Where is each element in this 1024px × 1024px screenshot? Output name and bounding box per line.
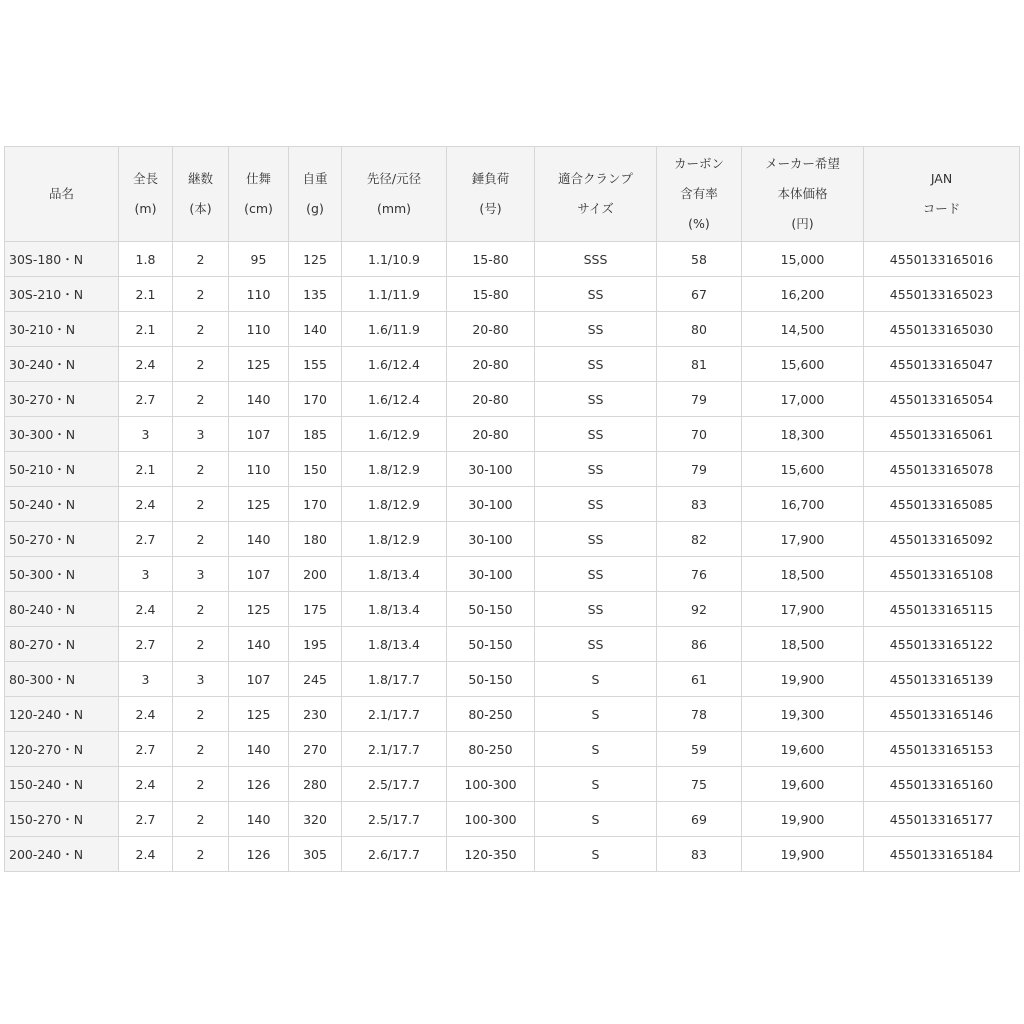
header-sinker-load [447, 147, 535, 242]
carbon-content-cell: 59 [657, 732, 742, 767]
sinker-load-cell: 100-300 [447, 767, 535, 802]
closed-length-cell: 107 [229, 662, 289, 697]
header-label: 錘負荷 [471, 171, 510, 186]
closed-length-cell: 140 [229, 732, 289, 767]
table-row [5, 347, 1020, 382]
list-price-cell: 19,600 [742, 732, 864, 767]
spec-table [4, 146, 1020, 872]
table-row [5, 242, 1020, 277]
jan-code-cell: 4550133165139 [864, 662, 1020, 697]
length-cell: 1.8 [119, 242, 173, 277]
table-row [5, 277, 1020, 312]
closed-length-cell: 125 [229, 592, 289, 627]
clamp-size-cell: S [535, 802, 657, 837]
weight-cell: 175 [289, 592, 342, 627]
clamp-size-cell: SS [535, 592, 657, 627]
closed-length-cell: 107 [229, 417, 289, 452]
weight-cell: 245 [289, 662, 342, 697]
table-row [5, 767, 1020, 802]
closed-length-cell: 140 [229, 522, 289, 557]
header-length [119, 147, 173, 242]
weight-cell: 135 [289, 277, 342, 312]
header-label: (円) [791, 216, 814, 231]
weight-cell: 280 [289, 767, 342, 802]
header-row [5, 147, 1020, 242]
closed-length-cell: 140 [229, 382, 289, 417]
pieces-cell: 2 [173, 767, 229, 802]
length-cell: 2.4 [119, 347, 173, 382]
weight-cell: 140 [289, 312, 342, 347]
weight-cell: 230 [289, 697, 342, 732]
weight-cell: 155 [289, 347, 342, 382]
pieces-cell: 2 [173, 837, 229, 872]
length-cell: 2.1 [119, 312, 173, 347]
header-label: (%) [688, 216, 710, 231]
list-price-cell: 19,300 [742, 697, 864, 732]
closed-length-cell: 126 [229, 837, 289, 872]
sinker-load-cell: 30-100 [447, 557, 535, 592]
pieces-cell: 2 [173, 592, 229, 627]
header-label: 継数 [187, 171, 213, 186]
jan-code-cell: 4550133165061 [864, 417, 1020, 452]
tip-butt-diameter-cell: 2.6/17.7 [342, 837, 447, 872]
header-product-name [5, 147, 119, 242]
clamp-size-cell: SS [535, 277, 657, 312]
jan-code-cell: 4550133165085 [864, 487, 1020, 522]
header-label: (本) [189, 201, 212, 216]
header-tip-butt-diameter [342, 147, 447, 242]
clamp-size-cell: SS [535, 452, 657, 487]
tip-butt-diameter-cell: 2.1/17.7 [342, 732, 447, 767]
clamp-size-cell: S [535, 767, 657, 802]
sinker-load-cell: 80-250 [447, 732, 535, 767]
tip-butt-diameter-cell: 1.8/12.9 [342, 522, 447, 557]
header-label: (mm) [376, 201, 412, 216]
header-carbon-content [657, 147, 742, 242]
pieces-cell: 2 [173, 522, 229, 557]
length-cell: 2.4 [119, 697, 173, 732]
list-price-cell: 17,900 [742, 592, 864, 627]
sinker-load-cell: 80-250 [447, 697, 535, 732]
table-row [5, 732, 1020, 767]
pieces-cell: 2 [173, 732, 229, 767]
tip-butt-diameter-cell: 1.6/12.4 [342, 347, 447, 382]
tip-butt-diameter-cell: 2.1/17.7 [342, 697, 447, 732]
carbon-content-cell: 83 [657, 837, 742, 872]
tip-butt-diameter-cell: 1.8/17.7 [342, 662, 447, 697]
clamp-size-cell: S [535, 732, 657, 767]
header-label: メーカー希望 [765, 156, 840, 171]
closed-length-cell: 125 [229, 697, 289, 732]
tip-butt-diameter-cell: 1.8/13.4 [342, 557, 447, 592]
closed-length-cell: 126 [229, 767, 289, 802]
jan-code-cell: 4550133165108 [864, 557, 1020, 592]
jan-code-cell: 4550133165177 [864, 802, 1020, 837]
header-label: 適合クランプ [557, 171, 633, 186]
header-pieces [173, 147, 229, 242]
list-price-cell: 15,000 [742, 242, 864, 277]
list-price-cell: 17,000 [742, 382, 864, 417]
weight-cell: 195 [289, 627, 342, 662]
tip-butt-diameter-cell: 2.5/17.7 [342, 802, 447, 837]
length-cell: 2.4 [119, 487, 173, 522]
header-label: 先径/元径 [366, 171, 422, 186]
table-row [5, 662, 1020, 697]
sinker-load-cell: 50-150 [447, 592, 535, 627]
clamp-size-cell: SSS [535, 242, 657, 277]
list-price-cell: 15,600 [742, 452, 864, 487]
jan-code-cell: 4550133165023 [864, 277, 1020, 312]
length-cell: 3 [119, 557, 173, 592]
product-name-cell: 50-240・N [5, 487, 119, 522]
product-name-cell: 200-240・N [5, 837, 119, 872]
sinker-load-cell: 100-300 [447, 802, 535, 837]
weight-cell: 180 [289, 522, 342, 557]
header-label: (号) [479, 201, 502, 216]
tip-butt-diameter-cell: 1.1/10.9 [342, 242, 447, 277]
weight-cell: 270 [289, 732, 342, 767]
length-cell: 3 [119, 417, 173, 452]
carbon-content-cell: 58 [657, 242, 742, 277]
tip-butt-diameter-cell: 1.6/12.9 [342, 417, 447, 452]
jan-code-cell: 4550133165047 [864, 347, 1020, 382]
weight-cell: 200 [289, 557, 342, 592]
sinker-load-cell: 20-80 [447, 417, 535, 452]
header-label: 自重 [302, 171, 328, 186]
carbon-content-cell: 75 [657, 767, 742, 802]
length-cell: 2.1 [119, 277, 173, 312]
jan-code-cell: 4550133165153 [864, 732, 1020, 767]
table-row [5, 802, 1020, 837]
header-weight [289, 147, 342, 242]
tip-butt-diameter-cell: 1.8/13.4 [342, 592, 447, 627]
header-label: コード [922, 201, 961, 216]
carbon-content-cell: 76 [657, 557, 742, 592]
product-name-cell: 150-270・N [5, 802, 119, 837]
sinker-load-cell: 30-100 [447, 522, 535, 557]
carbon-content-cell: 83 [657, 487, 742, 522]
header-clamp-size [535, 147, 657, 242]
pieces-cell: 2 [173, 697, 229, 732]
sinker-load-cell: 15-80 [447, 277, 535, 312]
list-price-cell: 17,900 [742, 522, 864, 557]
jan-code-cell: 4550133165146 [864, 697, 1020, 732]
weight-cell: 150 [289, 452, 342, 487]
product-name-cell: 50-270・N [5, 522, 119, 557]
list-price-cell: 16,700 [742, 487, 864, 522]
closed-length-cell: 110 [229, 277, 289, 312]
table-row [5, 452, 1020, 487]
header-label: (cm) [244, 201, 273, 216]
header-jan-code [864, 147, 1020, 242]
length-cell: 2.7 [119, 732, 173, 767]
list-price-cell: 15,600 [742, 347, 864, 382]
header-label: 仕舞 [245, 171, 271, 186]
product-name-cell: 150-240・N [5, 767, 119, 802]
sinker-load-cell: 20-80 [447, 312, 535, 347]
pieces-cell: 2 [173, 312, 229, 347]
table-row [5, 487, 1020, 522]
clamp-size-cell: SS [535, 382, 657, 417]
pieces-cell: 2 [173, 277, 229, 312]
clamp-size-cell: SS [535, 627, 657, 662]
jan-code-cell: 4550133165078 [864, 452, 1020, 487]
jan-code-cell: 4550133165122 [864, 627, 1020, 662]
jan-code-cell: 4550133165030 [864, 312, 1020, 347]
tip-butt-diameter-cell: 2.5/17.7 [342, 767, 447, 802]
product-name-cell: 50-210・N [5, 452, 119, 487]
clamp-size-cell: SS [535, 557, 657, 592]
weight-cell: 170 [289, 382, 342, 417]
list-price-cell: 19,900 [742, 837, 864, 872]
closed-length-cell: 107 [229, 557, 289, 592]
jan-code-cell: 4550133165054 [864, 382, 1020, 417]
product-name-cell: 30-300・N [5, 417, 119, 452]
weight-cell: 185 [289, 417, 342, 452]
table-row [5, 557, 1020, 592]
carbon-content-cell: 81 [657, 347, 742, 382]
clamp-size-cell: S [535, 697, 657, 732]
clamp-size-cell: SS [535, 347, 657, 382]
pieces-cell: 3 [173, 557, 229, 592]
tip-butt-diameter-cell: 1.6/11.9 [342, 312, 447, 347]
list-price-cell: 19,900 [742, 802, 864, 837]
carbon-content-cell: 92 [657, 592, 742, 627]
pieces-cell: 2 [173, 242, 229, 277]
carbon-content-cell: 79 [657, 382, 742, 417]
length-cell: 2.4 [119, 592, 173, 627]
tip-butt-diameter-cell: 1.1/11.9 [342, 277, 447, 312]
closed-length-cell: 125 [229, 347, 289, 382]
table-row [5, 697, 1020, 732]
closed-length-cell: 125 [229, 487, 289, 522]
pieces-cell: 2 [173, 487, 229, 522]
list-price-cell: 16,200 [742, 277, 864, 312]
closed-length-cell: 95 [229, 242, 289, 277]
list-price-cell: 19,600 [742, 767, 864, 802]
tip-butt-diameter-cell: 1.8/12.9 [342, 487, 447, 522]
length-cell: 2.7 [119, 627, 173, 662]
carbon-content-cell: 61 [657, 662, 742, 697]
product-name-cell: 80-270・N [5, 627, 119, 662]
pieces-cell: 3 [173, 662, 229, 697]
length-cell: 2.7 [119, 802, 173, 837]
sinker-load-cell: 20-80 [447, 347, 535, 382]
weight-cell: 170 [289, 487, 342, 522]
closed-length-cell: 140 [229, 627, 289, 662]
list-price-cell: 18,300 [742, 417, 864, 452]
header-label: カーボン [673, 156, 724, 171]
header-label: JAN [930, 171, 953, 186]
length-cell: 2.1 [119, 452, 173, 487]
sinker-load-cell: 15-80 [447, 242, 535, 277]
product-name-cell: 30S-210・N [5, 277, 119, 312]
carbon-content-cell: 78 [657, 697, 742, 732]
table-row [5, 382, 1020, 417]
pieces-cell: 2 [173, 382, 229, 417]
sinker-load-cell: 50-150 [447, 627, 535, 662]
header-label: (g) [306, 201, 324, 216]
length-cell: 3 [119, 662, 173, 697]
clamp-size-cell: SS [535, 487, 657, 522]
table-row [5, 312, 1020, 347]
product-name-cell: 120-270・N [5, 732, 119, 767]
pieces-cell: 2 [173, 802, 229, 837]
pieces-cell: 2 [173, 452, 229, 487]
tip-butt-diameter-cell: 1.8/12.9 [342, 452, 447, 487]
tip-butt-diameter-cell: 1.8/13.4 [342, 627, 447, 662]
jan-code-cell: 4550133165092 [864, 522, 1020, 557]
length-cell: 2.4 [119, 767, 173, 802]
jan-code-cell: 4550133165115 [864, 592, 1020, 627]
product-name-cell: 30-240・N [5, 347, 119, 382]
carbon-content-cell: 79 [657, 452, 742, 487]
table-row [5, 592, 1020, 627]
product-name-cell: 30-210・N [5, 312, 119, 347]
product-name-cell: 120-240・N [5, 697, 119, 732]
carbon-content-cell: 80 [657, 312, 742, 347]
product-name-cell: 80-300・N [5, 662, 119, 697]
pieces-cell: 2 [173, 347, 229, 382]
jan-code-cell: 4550133165184 [864, 837, 1020, 872]
closed-length-cell: 140 [229, 802, 289, 837]
clamp-size-cell: S [535, 662, 657, 697]
clamp-size-cell: SS [535, 312, 657, 347]
table-row [5, 627, 1020, 662]
table-header [5, 147, 1020, 242]
carbon-content-cell: 82 [657, 522, 742, 557]
jan-code-cell: 4550133165160 [864, 767, 1020, 802]
header-label: サイズ [577, 201, 614, 216]
list-price-cell: 18,500 [742, 627, 864, 662]
sinker-load-cell: 30-100 [447, 487, 535, 522]
closed-length-cell: 110 [229, 312, 289, 347]
jan-code-cell: 4550133165016 [864, 242, 1020, 277]
header-label: 含有率 [680, 186, 718, 201]
list-price-cell: 14,500 [742, 312, 864, 347]
sinker-load-cell: 30-100 [447, 452, 535, 487]
closed-length-cell: 110 [229, 452, 289, 487]
product-name-cell: 80-240・N [5, 592, 119, 627]
list-price-cell: 19,900 [742, 662, 864, 697]
table-row [5, 417, 1020, 452]
header-closed-length [229, 147, 289, 242]
header-label: 全長 [132, 171, 158, 186]
pieces-cell: 2 [173, 627, 229, 662]
weight-cell: 320 [289, 802, 342, 837]
table-row [5, 522, 1020, 557]
sinker-load-cell: 120-350 [447, 837, 535, 872]
weight-cell: 305 [289, 837, 342, 872]
carbon-content-cell: 67 [657, 277, 742, 312]
header-list-price [742, 147, 864, 242]
clamp-size-cell: SS [535, 522, 657, 557]
list-price-cell: 18,500 [742, 557, 864, 592]
length-cell: 2.4 [119, 837, 173, 872]
carbon-content-cell: 69 [657, 802, 742, 837]
length-cell: 2.7 [119, 382, 173, 417]
clamp-size-cell: SS [535, 417, 657, 452]
carbon-content-cell: 70 [657, 417, 742, 452]
header-label: 本体価格 [777, 186, 828, 201]
sinker-load-cell: 50-150 [447, 662, 535, 697]
table-row [5, 837, 1020, 872]
table-body [5, 242, 1020, 872]
clamp-size-cell: S [535, 837, 657, 872]
length-cell: 2.7 [119, 522, 173, 557]
product-name-cell: 30S-180・N [5, 242, 119, 277]
product-name-cell: 30-270・N [5, 382, 119, 417]
sinker-load-cell: 20-80 [447, 382, 535, 417]
weight-cell: 125 [289, 242, 342, 277]
product-name-cell: 50-300・N [5, 557, 119, 592]
header-label: 品名 [48, 186, 74, 201]
tip-butt-diameter-cell: 1.6/12.4 [342, 382, 447, 417]
carbon-content-cell: 86 [657, 627, 742, 662]
pieces-cell: 3 [173, 417, 229, 452]
header-label: (m) [134, 201, 157, 216]
